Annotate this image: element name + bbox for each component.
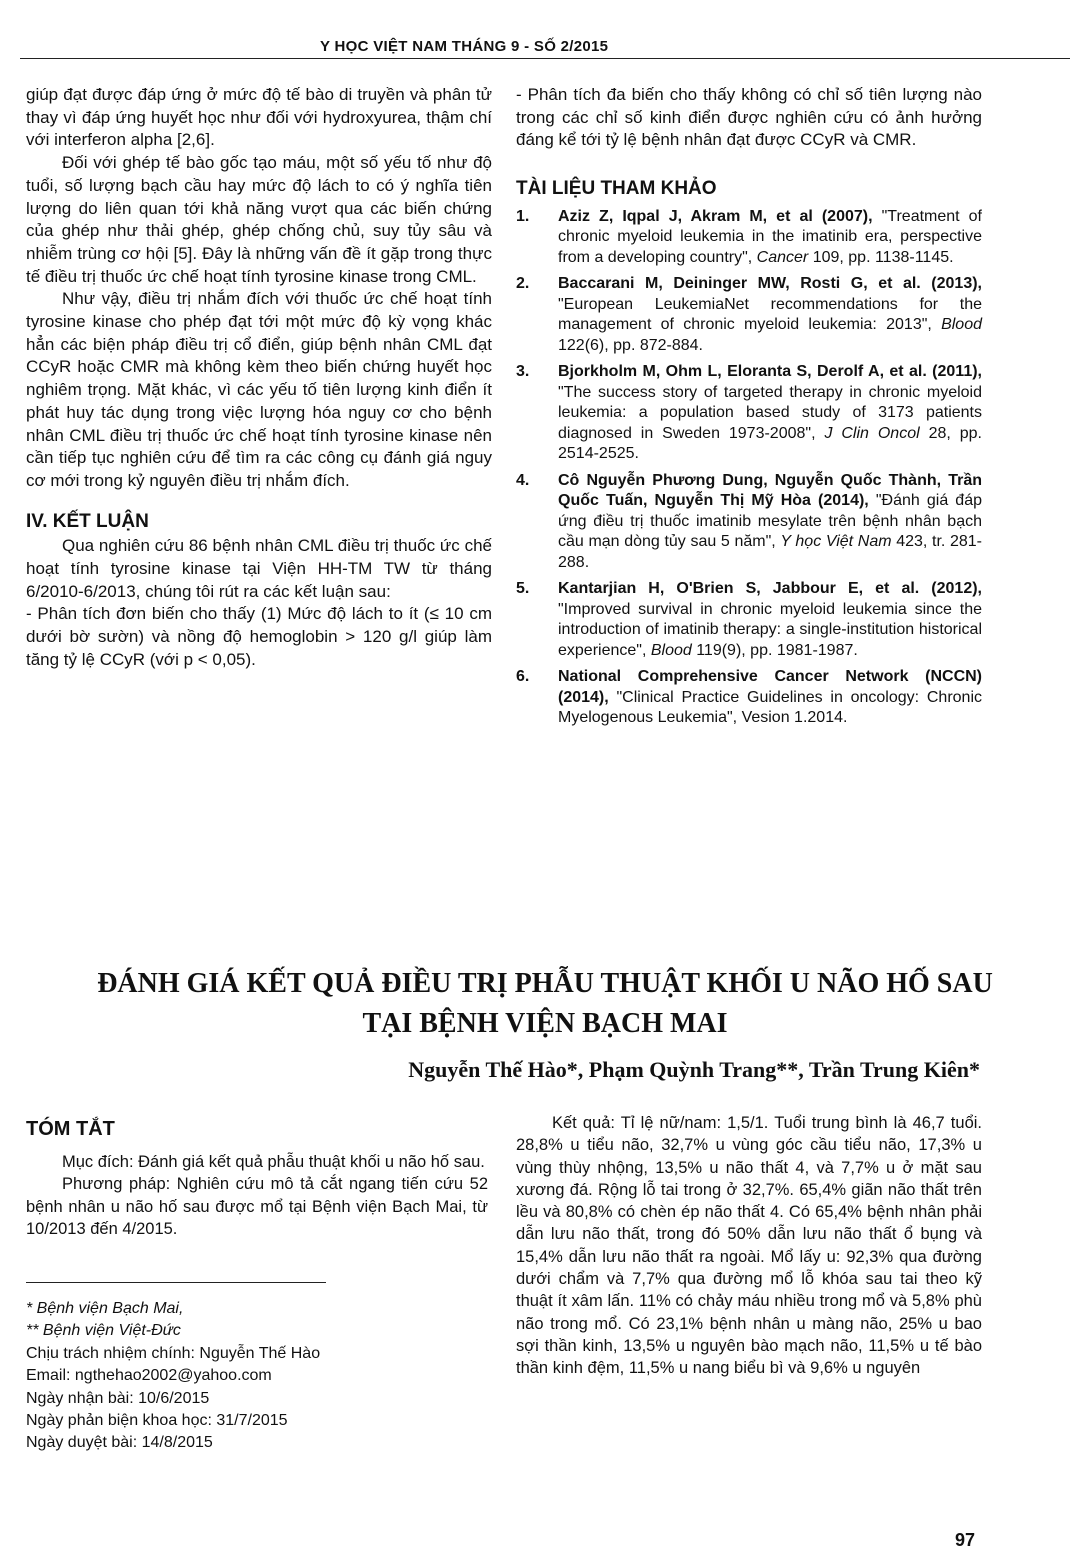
paragraph: Đối với ghép tế bào gốc tạo máu, một số yếu tố như độ tuổi, số lượng bạch cầu hay mức độ lách to có ý nghĩa tiên lượng do liên quan tới khả năng vượt qua các biến chứng của ghép như thải ghép, ghép chống chủ, suy tủy sâu và nhiễm trùng cơ hội [5]. Đây là những vấn đề ít gặp trong thực tế điều trị thuốc ức chế hoạt tính tyrosine kinase trong CML. xyxy=(26,153,492,286)
reference-text: "Treatment of chronic myeloid leukemia in the imatinib era, perspective from a developing country", xyxy=(558,207,983,266)
conclusion-point: - Phân tích đơn biến cho thấy (1) Mức độ lách to ít (≤ 10 cm dưới bờ sườn) và nồng độ hemoglobin > 120 g/l giúp làm tăng tỷ lệ CCyR (với p < 0,05). xyxy=(26,604,492,669)
reference-tail: 122(6), pp. 872-884. xyxy=(558,336,703,354)
date-reviewed: Ngày phản biện khoa học: 31/7/2015 xyxy=(26,1412,288,1430)
reference-authors: Bjorkholm M, Ohm L, Eloranta S, Derolf A, et al. (2011), xyxy=(558,363,982,381)
reference-authors: Baccarani M, Deininger MW, Rosti G, et al. (2013), xyxy=(558,275,982,293)
page-number: 97 xyxy=(955,1530,976,1550)
reference-journal: Blood xyxy=(650,641,692,659)
article-authors: Nguyễn Thế Hào*, Phạm Quỳnh Trang**, Trần Trung Kiên* xyxy=(408,1057,980,1082)
reference-text: "European LeukemiaNet recommendations for the management of chronic myeloid leukemia: 2013", xyxy=(558,295,982,334)
date-approved: Ngày duyệt bài: 14/8/2015 xyxy=(26,1434,213,1452)
reference-journal: Y học Việt Nam xyxy=(780,533,892,551)
reference-item xyxy=(516,471,982,574)
reference-item xyxy=(516,207,982,269)
reference-journal: Cancer xyxy=(756,248,809,266)
reference-number: 4. xyxy=(516,471,530,489)
footnote-rule xyxy=(26,1282,326,1283)
reference-text: "Improved survival in chronic myeloid leukemia since the introduction of imatinib therapy: a single-institution historical experience", xyxy=(558,600,982,659)
reference-number: 5. xyxy=(516,580,530,598)
abstract-heading: TÓM TẮT xyxy=(26,1118,115,1140)
header-rule xyxy=(20,58,1070,59)
reference-item xyxy=(516,274,982,356)
reference-item xyxy=(516,362,982,465)
date-received: Ngày nhận bài: 10/6/2015 xyxy=(26,1389,210,1407)
reference-number: 3. xyxy=(516,363,530,381)
reference-number: 1. xyxy=(516,207,530,225)
reference-journal: Blood xyxy=(941,316,982,334)
affiliation-note: ** Bệnh viện Việt-Đức xyxy=(26,1322,181,1340)
reference-number: 6. xyxy=(516,668,530,686)
conclusion-heading: IV. KẾT LUẬN xyxy=(26,510,149,532)
reference-text: "Clinical Practice Guidelines in oncology: Chronic Myelogenous Leukemia", Vesion 1.2014. xyxy=(558,688,982,727)
conclusion-intro: Qua nghiên cứu 86 bệnh nhân CML điều trị thuốc ức chế hoạt tính tyrosine kinase tại Viện HH-TM TW từ tháng 6/2010-6/2013, chúng tôi rút ra các kết luận sau: xyxy=(26,536,492,601)
paragraph: Như vậy, điều trị nhắm đích với thuốc ức chế hoạt tính tyrosine kinase cho phép đạt tới một mức độ kỳ vọng khác hẳn các biện pháp điều trị cổ điển, giúp bệnh nhân CML đạt CCyR hoặc CMR mà không kèm theo biến chứng huyết học nghiêm trọng. Mặt khác, vì các yếu tố tiên lượng kinh điển ít phát huy tác dụng trong việc lượng hóa nguy cơ cho bệnh nhân CML điều trị thuốc ức chế hoạt tính tyrosine kinase nên cần tiếp tục nghiên cứu để tìm ra các công cụ đánh giá nguy cơ mới trong kỷ nguyên điều trị nhắm đích. xyxy=(26,289,492,490)
running-header xyxy=(20,36,1070,60)
reference-tail: 28, pp. 2514-2525. xyxy=(558,424,983,463)
reference-authors: Cô Nguyễn Phương Dung, Nguyễn Quốc Thành, Trần Quốc Tuấn, Nguyễn Thị Mỹ Hòa (2014), xyxy=(558,471,982,510)
affiliation-note: * Bệnh viện Bạch Mai, xyxy=(26,1300,184,1317)
reference-tail: 423, tr. 281-288. xyxy=(558,533,983,571)
abstract-method: Phương pháp: Nghiên cứu mô tả cắt ngang tiến cứu 52 bệnh nhân u não hố sau được mổ tại Bệnh viện Bạch Mai, từ 10/2013 đến 4/2015. xyxy=(26,1175,488,1238)
abstract-objective: Mục đích: Đánh giá kết quả phẫu thuật khối u não hố sau. xyxy=(62,1152,485,1171)
reference-item xyxy=(516,667,982,729)
reference-authors: Kantarjian H, O'Brien S, Jabbour E, et al. (2012), xyxy=(558,580,982,598)
abstract-right-column xyxy=(516,1112,982,1380)
abstract-left-column xyxy=(26,1118,488,1241)
reference-authors: Aziz Z, Iqpal J, Akram M, et al (2007), xyxy=(558,207,873,225)
reference-tail: 119(9), pp. 1981-1987. xyxy=(691,641,858,659)
journal-issue-header: Y HỌC VIỆT NAM THÁNG 9 - SỐ 2/2015 xyxy=(320,38,609,55)
reference-item xyxy=(516,579,982,661)
right-column xyxy=(516,84,982,735)
references-heading: TÀI LIỆU THAM KHẢO xyxy=(516,178,717,200)
paragraph: giúp đạt được đáp ứng ở mức độ tế bào di truyền và phân tử thay vì đáp ứng huyết học như đối với hydroxyurea, thậm chí với interferon alpha [2,6]. xyxy=(26,85,492,150)
abstract-results: Kết quả: Tỉ lệ nữ/nam: 1,5/1. Tuổi trung bình là 46,7 tuổi. 28,8% u tiểu não, 32,7% u vùng góc cầu tiểu não, 17,3% u vùng thùy nhộng, 13,5% u não thất 4, và 7,7% u ở mặt sau xương đá. Rộng lỗ tai trong ở 32,7%. 65,4% giãn não thất trên lều và 80,8% có chèn ép não thất 4. Có 65,4% bệnh nhân phải dẫn lưu não thất, trong đó 50% dẫn lưu não thất ổ bụng và 15,4% dẫn lưu não thất ra ngoài. Mổ lấy u: 92,3% qua đường dưới chẩm và 7,7% qua đường mổ lỗ khóa sau tai theo kỹ thuật ít xâm lấn. 11% có chảy máu nhiều trong mổ và 5,8% phù não trong mổ. Có 23,1% bệnh nhân u màng não, 25% u bao sợi thần kinh, 13,5% u nguyên bào mạch não, 11,5% u tế bào thần kinh đệm, 11,5% u nang biểu bì và 9,6% u nguyên xyxy=(516,1114,982,1378)
reference-text: "The success story of targeted therapy in chronic myeloid leukemia: a population based study of 3173 patients diagnosed in Sweden 1973-2008", xyxy=(558,383,982,442)
article-title-line: TẠI BỆNH VIỆN BẠCH MAI xyxy=(362,1008,728,1039)
responsible-author: Chịu trách nhiệm chính: Nguyễn Thế Hào xyxy=(26,1344,321,1362)
reference-number: 2. xyxy=(516,275,530,293)
reference-tail: 109, pp. 1138-1145. xyxy=(808,248,954,266)
article-title xyxy=(40,964,1050,1044)
reference-text: "Đánh giá đáp ứng điều trị thuốc imatinib mesylate trên bệnh nhân bạch cầu mạn dòng tủy sau 5 năm", xyxy=(558,492,983,551)
conclusion-point: - Phân tích đa biến cho thấy không có chỉ số tiên lượng nào trong các chỉ số kinh điển được nghiên cứu có ảnh hưởng đáng kể tới tỷ lệ bệnh nhân đạt được CCyR và CMR. xyxy=(516,85,982,150)
reference-authors: National Comprehensive Cancer Network (NCCN) (2014), xyxy=(558,668,982,706)
footnotes xyxy=(26,1298,496,1455)
left-column xyxy=(26,84,492,672)
reference-journal: J Clin Oncol xyxy=(824,424,920,442)
article-title-line: ĐÁNH GIÁ KẾT QUẢ ĐIỀU TRỊ PHẪU THUẬT KHỐI U NÃO HỐ SAU xyxy=(97,968,993,999)
author-email: Email: ngthehao2002@yahoo.com xyxy=(26,1367,272,1385)
